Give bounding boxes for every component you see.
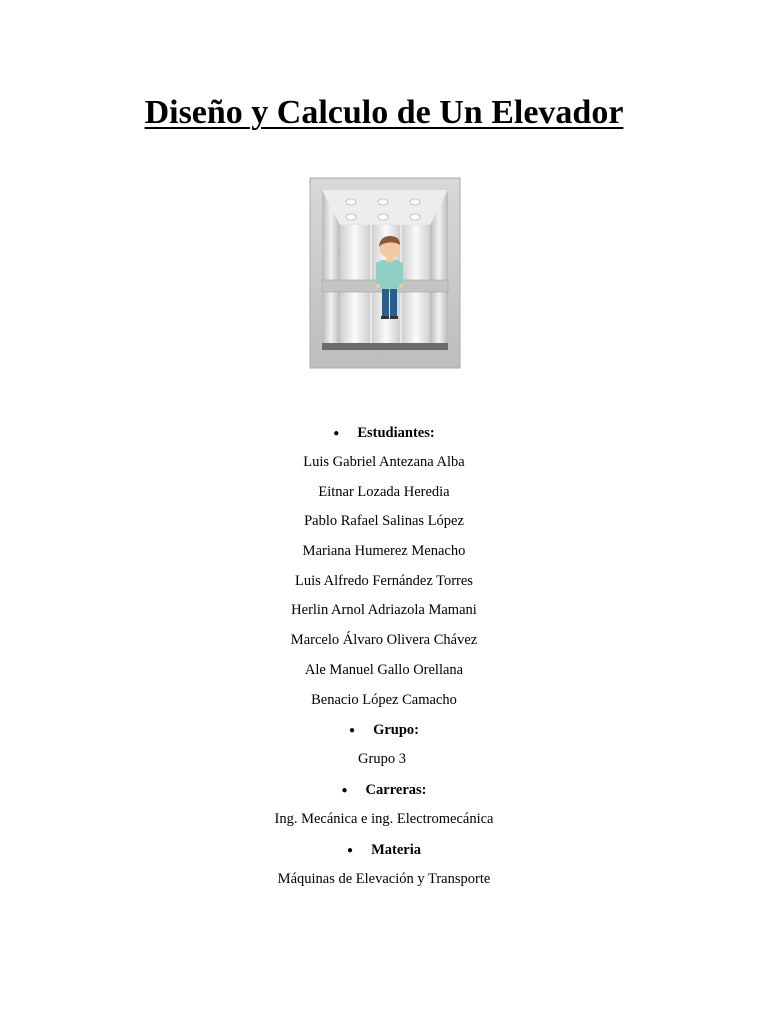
- student-name: Ale Manuel Gallo Orellana: [304, 661, 464, 678]
- group-value: Grupo 3: [358, 751, 406, 768]
- careers-value: Ing. Mecánica e ing. Electromecánica: [274, 810, 494, 827]
- bullet-icon: ●: [333, 428, 340, 439]
- bullet-icon: ●: [341, 784, 348, 796]
- careers-heading: ● Carreras:: [341, 781, 427, 798]
- student-name: Marcelo Álvaro Olivera Chávez: [290, 632, 478, 649]
- bullet-icon: ●: [349, 725, 356, 737]
- student-name: Luis Alfredo Fernández Torres: [295, 572, 473, 589]
- subject-heading: ● Materia: [347, 841, 421, 858]
- student-name: Mariana Humerez Menacho: [302, 543, 466, 560]
- student-name: Herlin Arnol Adriazola Mamani: [291, 602, 477, 619]
- student-name: Luis Gabriel Antezana Alba: [303, 454, 465, 470]
- students-heading: ● Estudiantes:: [333, 425, 435, 441]
- group-heading: ● Grupo:: [349, 722, 419, 739]
- document-body: [0, 418, 768, 894]
- subject-value: Máquinas de Elevación y Transporte: [277, 870, 491, 887]
- elevator-illustration: [290, 163, 490, 383]
- student-name: Benacio López Camacho: [311, 691, 457, 708]
- document-title: Diseño y Calculo de Un Elevador: [144, 94, 624, 131]
- bullet-icon: ●: [347, 844, 354, 856]
- student-name: Eitnar Lozada Heredia: [318, 483, 450, 500]
- student-name: Pablo Rafael Salinas López: [304, 513, 464, 530]
